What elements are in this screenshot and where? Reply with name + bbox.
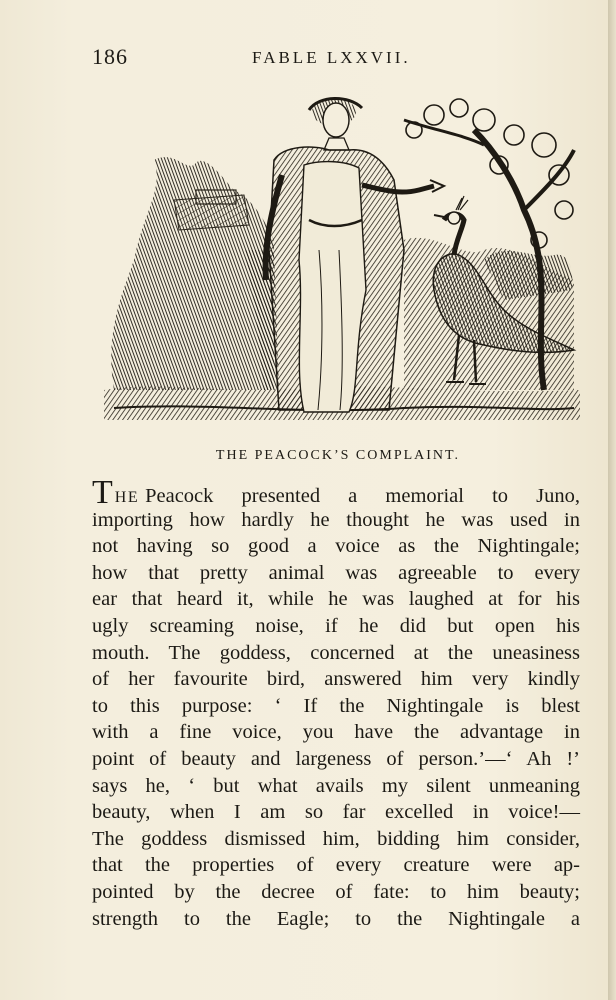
page-header — [92, 44, 572, 74]
text-line: how that pretty animal was agreeable to every — [92, 561, 580, 584]
text-line: ugly screaming noise, if he did but open his — [92, 614, 580, 637]
woodcut-illustration — [104, 90, 580, 430]
text-line: importing how hardly he thought he was used in — [92, 508, 580, 531]
page-number: 186 — [92, 44, 128, 69]
first-word-smallcaps: HE — [114, 489, 140, 506]
text-line: mouth. The goddess, concerned at the uneasiness — [92, 641, 580, 664]
text-line: that the properties of every creature were ap- — [92, 854, 580, 877]
first-line-text: Peacock presented a memorial to Juno, — [145, 485, 580, 507]
fable-text — [92, 474, 580, 932]
text-line: strength to the Eagle; to the Nightingale a — [92, 907, 580, 930]
text-line: not having so good a voice as the Nightingale; — [92, 535, 580, 558]
text-line: beauty, when I am so far excelled in voice!— — [92, 801, 580, 824]
text-line: of her favourite bird, answered him very kindly — [92, 668, 580, 691]
text-line: point of beauty and largeness of person.’—‘ Ah !’ — [92, 747, 580, 770]
drop-cap: T — [92, 474, 113, 511]
text-line: says he, ‘ but what avails my silent unmeaning — [92, 774, 580, 797]
text-line — [92, 474, 580, 511]
text-line: The goddess dismissed him, bidding him consider, — [92, 827, 580, 850]
text-line: with a fine voice, you have the advantage in — [92, 721, 580, 744]
text-line: pointed by the decree of fate: to him beauty; — [92, 880, 580, 903]
text-line: ear that heard it, while he was laughed at for his — [92, 588, 580, 611]
text-line: to this purpose: ‘ If the Nightingale is blest — [92, 694, 580, 717]
running-head: FABLE LXXVII. — [252, 48, 411, 67]
illustration-caption: THE PEACOCK’S COMPLAINT. — [215, 448, 461, 463]
page-edge — [608, 0, 616, 1000]
